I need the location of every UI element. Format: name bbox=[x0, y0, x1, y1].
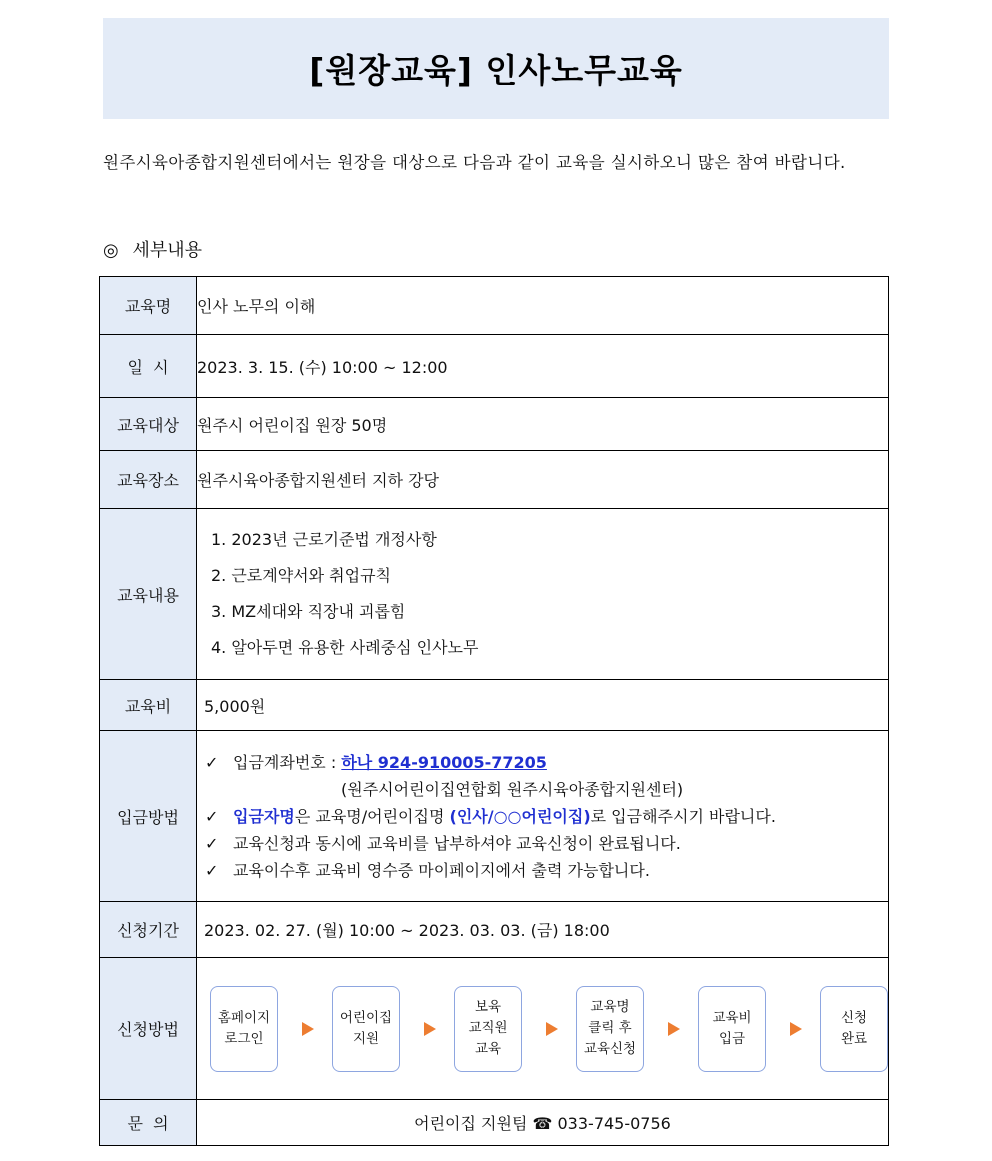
check-icon: ✓ bbox=[205, 752, 219, 772]
list-item: 2. 근로계약서와 취업규칙 bbox=[211, 566, 391, 585]
row-label: 교육내용 bbox=[100, 509, 197, 680]
receipt-note: 교육이수후 교육비 영수증 마이페이지에서 출력 가능합니다. bbox=[233, 860, 650, 880]
section-heading bbox=[103, 236, 202, 262]
title-banner bbox=[103, 18, 889, 119]
check-icon: ✓ bbox=[205, 806, 219, 826]
application-period: 2023. 02. 27. (월) 10:00 ~ 2023. 03. 03. (금) 18:00 bbox=[197, 902, 889, 958]
step-box: 신청 완료 bbox=[820, 986, 888, 1072]
row-label: 입금방법 bbox=[100, 731, 197, 902]
step-box: 교육명 클릭 후 교육신청 bbox=[576, 986, 644, 1072]
double-circle-icon: ◎ bbox=[103, 240, 119, 261]
step-box: 교육비 입금 bbox=[698, 986, 766, 1072]
page-title: [원장교육] 인사노무교육 bbox=[309, 51, 683, 90]
check-icon: ✓ bbox=[205, 860, 219, 880]
contact-info: 어린이집 지원팀 ☎ 033-745-0756 bbox=[197, 1100, 889, 1146]
step-box: 어린이집 지원 bbox=[332, 986, 400, 1072]
table-row bbox=[100, 398, 889, 451]
row-label: 신청방법 bbox=[100, 958, 197, 1100]
table-row bbox=[100, 902, 889, 958]
arrow-right-icon bbox=[790, 1022, 802, 1036]
payment-line bbox=[205, 830, 888, 857]
arrow-right-icon bbox=[546, 1022, 558, 1036]
account-holder: (원주시어린이집연합회 원주시육아종합지원센터) bbox=[341, 779, 684, 799]
step-box: 보육 교직원 교육 bbox=[454, 986, 522, 1072]
row-label: 교육명 bbox=[100, 277, 197, 335]
check-icon: ✓ bbox=[205, 833, 219, 853]
table-row bbox=[100, 1100, 889, 1146]
row-label: 교육장소 bbox=[100, 451, 197, 509]
depositor-text-end: 로 입금해주시기 바랍니다. bbox=[590, 806, 776, 826]
table-row bbox=[100, 680, 889, 731]
course-datetime: 2023. 3. 15. (수) 10:00 ~ 12:00 bbox=[197, 335, 889, 398]
arrow-right-icon bbox=[668, 1022, 680, 1036]
payment-line bbox=[205, 857, 888, 884]
row-label: 일 시 bbox=[100, 335, 197, 398]
depositor-name-label: 입금자명 bbox=[233, 806, 295, 826]
row-label: 교육비 bbox=[100, 680, 197, 731]
payment-note: 교육신청과 동시에 교육비를 납부하셔야 교육신청이 완료됩니다. bbox=[233, 833, 681, 853]
list-item: 1. 2023년 근로기준법 개정사항 bbox=[211, 530, 437, 549]
payment-line bbox=[205, 749, 888, 776]
account-number: 하나 924-910005-77205 bbox=[341, 752, 547, 772]
row-label: 신청기간 bbox=[100, 902, 197, 958]
payment-info bbox=[197, 731, 889, 902]
course-fee: 5,000원 bbox=[197, 680, 889, 731]
table-row bbox=[100, 451, 889, 509]
arrow-right-icon bbox=[302, 1022, 314, 1036]
course-name: 인사 노무의 이해 bbox=[197, 277, 889, 335]
intro-text: 원주시육아종합지원센터에서는 원장을 대상으로 다음과 같이 교육을 실시하오니 많은 참여 바랍니다. bbox=[103, 153, 846, 172]
depositor-text: 은 교육명/어린이집명 bbox=[294, 806, 450, 826]
row-label: 교육대상 bbox=[100, 398, 197, 451]
details-table bbox=[99, 276, 889, 1146]
table-row bbox=[100, 731, 889, 902]
arrow-right-icon bbox=[424, 1022, 436, 1036]
course-target: 원주시 어린이집 원장 50명 bbox=[197, 398, 889, 451]
payment-line bbox=[205, 803, 888, 830]
table-row bbox=[100, 335, 889, 398]
list-item: 4. 알아두면 유용한 사례중심 인사노무 bbox=[211, 638, 479, 657]
course-content bbox=[197, 509, 889, 680]
table-row bbox=[100, 509, 889, 680]
table-row bbox=[100, 277, 889, 335]
application-steps bbox=[197, 958, 889, 1100]
list-item: 3. MZ세대와 직장내 괴롭힘 bbox=[211, 602, 406, 621]
step-box: 홈페이지 로그인 bbox=[210, 986, 278, 1072]
depositor-format: (인사/○○어린이집) bbox=[449, 806, 591, 826]
table-row bbox=[100, 958, 889, 1100]
row-label: 문 의 bbox=[100, 1100, 197, 1146]
course-place: 원주시육아종합지원센터 지하 강당 bbox=[197, 451, 889, 509]
account-label: 입금계좌번호 : bbox=[233, 752, 342, 772]
section-label: 세부내용 bbox=[132, 240, 203, 261]
